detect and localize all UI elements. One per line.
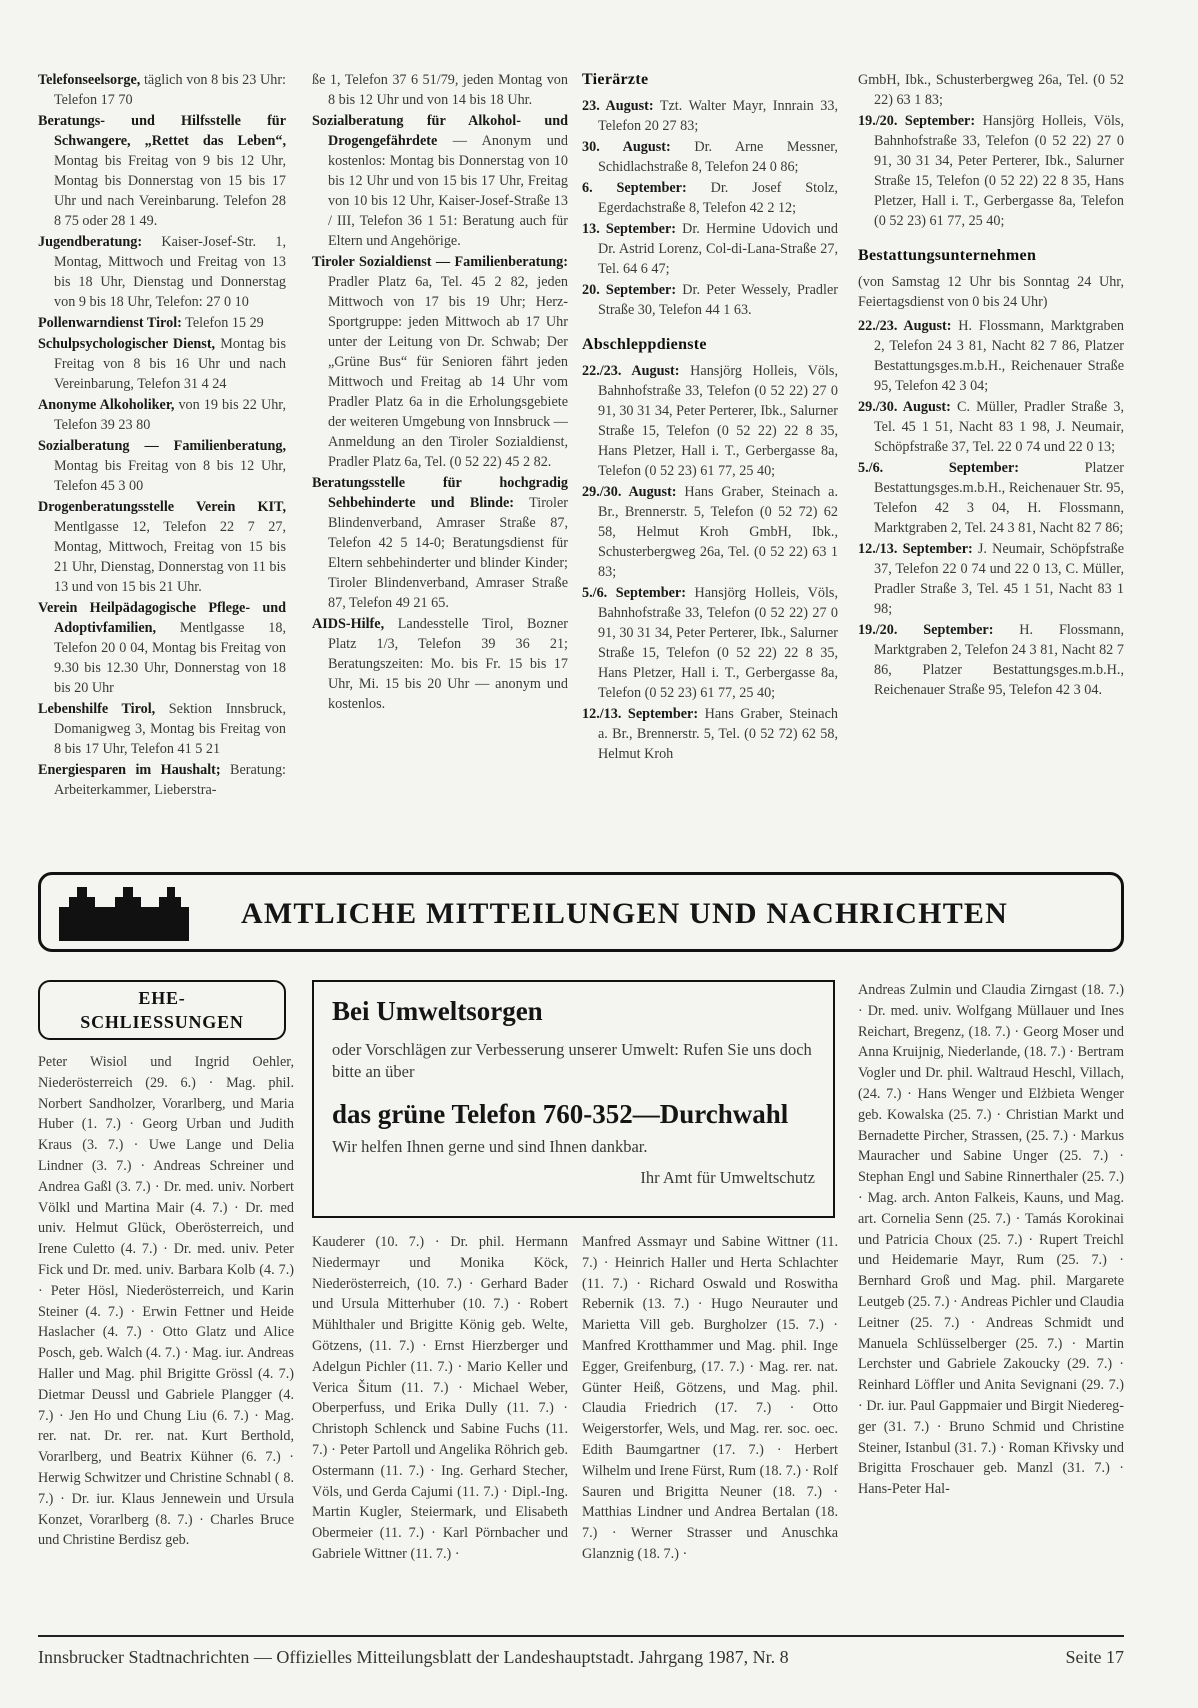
entry-title: 12./13. September: — [858, 541, 973, 557]
entry — [312, 614, 568, 714]
entry-text: GmbH, Ibk., Schusterbergweg 26a, Tel. (0 52 22) 63 1 83; — [858, 72, 1124, 108]
ad-text: oder Vorschlägen zur Verbesserung unserer Umwelt: Rufen Sie uns doch bitte an über — [332, 1040, 812, 1081]
entry-text: Hansjörg Holleis, Völs, Bahnhofstraße 33, Telefon (0 52 22) 27 0 91, 30 31 34, Peter Perterer, Ibk., Salurner Straße 15, Telefon (0 52 22) 22 8 35, Hans Pletzer, Hall i. T., Gerbergasse 8a, Telefon (0 52 23) 61 77, 25 40; — [598, 363, 838, 479]
entry-text: Dr. Arne Messner, Schidlachstraße 8, Telefon 24 0 86; — [598, 139, 838, 175]
entry — [38, 436, 286, 496]
abschlepp-list — [582, 361, 838, 764]
entry — [858, 620, 1124, 700]
bestattung-list — [858, 316, 1124, 700]
entry-title: Schulpsychologischer Dienst, — [38, 336, 216, 352]
ehe-heading-box — [38, 980, 286, 1040]
ehe-list-col4: Andreas Zulmin und Claudia Zirngast (18. 7.) · Dr. med. univ. Wolfgang Müllauer und Ines Reichart, Bregenz, (18. 7.) · Georg Moser und Anna Kruijnig, Niederlande, (18. 7.) · Bertram Vogler und Dr. phil. Waltraud Heschl, Villach, (24. 7.) · Hans Wenger und Elżbieta Wenger geb. Kowalska (25. 7.) · Christian Markt und Bernadette Pircher, Strassen, (25. 7.) · Markus Mauracher und Sabine Unger (25. 7.) · Stephan Engl und Sabine Rinnerthaler (25. 7.) · Mag. arch. Anton Falkeis, Kauns, und Mag. art. Cornelia Senn (25. 7.) · Tamás Korokinai und Patricia Choux (25. 7.) · Rupert Treichl und Heidemarie Mayr, Rum (25. 7.) · Bernhard Groß und Mag. phil. Margarete Leutgeb (25. 7.) · Andreas Pichler und Claudia Leitner (25. 7.) · Andreas Schmidt und Manuela Schlüsselberger (25. 7.) · Martin Lerchster und Gabriele Zakoucky (29. 7.) · Reinhard Löffler und Anita Sevignani (29. 7.) · Dr. iur. Paul Gappmaier und Birgit Niedereg-ger (31. 7.) · Bruno Schmid und Christine Steiner, Istanbul (31. 7.) · Roman Křivsky und Brigitta Froschauer geb. Manzl (31. 7.) · Hans-Peter Hal- — [858, 982, 1124, 1498]
column-4 — [858, 70, 1124, 701]
entry-title: 29./30. August: — [858, 399, 951, 415]
entry — [858, 70, 1124, 110]
entry — [38, 598, 286, 698]
bestattung-sub: (von Samstag 12 Uhr bis Sonntag 24 Uhr, Feiertagsdienst von 0 bis 24 Uhr) — [858, 274, 1124, 310]
entry — [38, 313, 286, 333]
entry-title: Anonyme Alkoholiker, — [38, 397, 175, 413]
tieraerzte-list — [582, 96, 838, 320]
section-banner — [38, 872, 1124, 952]
entry-title: 19./20. September: — [858, 622, 994, 638]
column-3 — [582, 70, 838, 765]
entry-title: Pollenwarndienst Tirol: — [38, 315, 182, 331]
entry-text: Montag bis Freitag von 9 bis 12 Uhr, Montag bis Donnerstag von 15 bis 17 Uhr und nach Vereinbarung. Telefon 28 8 75 oder 28 1 49. — [54, 153, 286, 229]
entry-title: 23. August: — [582, 98, 654, 114]
entry-text: Tiroler Blindenverband, Amraser Straße 87, Telefon 42 5 14-0; Beratungsdienst für Eltern sehbehinderter und blinder Kinder; Tiroler Blindenverband, Amraser Straße 87, Telefon 49 21 65. — [328, 495, 568, 611]
entry-text: Landesstelle Tirol, Bozner Platz 1/3, Telefon 39 36 21; Beratungszeiten: Mo. bis Fr. 15 bis 17 Uhr, Mi. 15 bis 20 Uhr — anonym und kostenlos. — [328, 616, 568, 712]
column-2 — [312, 70, 568, 715]
entry-title: 29./30. August: — [582, 484, 677, 500]
entry-title: Telefonseelsorge, — [38, 72, 141, 88]
ehe-heading-line1: EHE- — [138, 988, 186, 1008]
ehe-list-col1: Peter Wisiol und Ingrid Oehler, Niederösterreich (29. 6.) · Mag. phil. Norbert Sandholzer, Vorarlberg, und Maria Huber (1. 7.) · Georg Urban und Judith Kraus (3. 7.) · Uwe Lange und Delia Lindner (3. 7.) · Andreas Schreiner und Andrea Gaßl (3. 7.) · Dr. med. univ. Norbert Völkl und Martina Mair (4. 7.) · Dr. med univ. Helmut Glück, Oberösterreich, und Irene Culetto (4. 7.) · Dr. med. univ. Peter Fick und Dr. med. univ. Barbara Kolb (4. 7.) · Peter Hösl, Niederösterreich, und Karin Steiner (4. 7.) · Erwin Fettner und Heide Haslacher (4. 7.) · Otto Glatz und Alice Posch, geb. Walch (4. 7.) · Mag. iur. Andreas Haller und Mag. phil Brigitte Grössl (4. 7.) Dietmar Deussl und Gabriele Plangger (4. 7.) · Jen Ho und Chung Liu (6. 7.) · Mag. rer. nat. Dr. rer. nat. Kurt Berthold, Vorarlberg, und Beatrix Kühner (6. 7.) · Herwig Schwitzer und Christine Schnabl ( 8. 7.) · Dr. iur. Klaus Jennewein und Ursula Konzet, Vorarlberg (8. 7.) · Charles Bruce und Christine Berdisz geb. — [38, 1054, 294, 1549]
entry-title: AIDS-Hilfe, — [312, 616, 385, 632]
entry — [312, 111, 568, 251]
entry — [582, 219, 838, 279]
entry — [582, 96, 838, 136]
entry — [582, 482, 838, 582]
entry-text: ße 1, Telefon 37 6 51/79, jeden Montag von 8 bis 12 Uhr und von 14 bis 18 Uhr. — [312, 72, 568, 108]
page-footer — [38, 1635, 1124, 1668]
entry-text: Kaiser-Josef-Str. 1, Montag, Mittwoch und Freitag von 13 bis 18 Uhr, Dienstag und Donnerstag von 9 bis 18 Uhr, Telefon: 27 0 10 — [54, 234, 286, 310]
entry-text: Platzer Bestattungsges.m.b.H., Reichenauer Str. 95, Telefon 42 3 04, H. Flossmann, Marktgraben 2, Tel. 24 3 81, Nacht 82 7 86; — [874, 460, 1124, 536]
entry-text: H. Flossmann, Marktgraben 2, Telefon 24 3 81, Nacht 82 7 86, Platzer Bestattungsges.m.b.H., Reichenauer Straße 95, Telefon 42 3 04; — [874, 318, 1124, 394]
entry-title: 20. September: — [582, 282, 677, 298]
entry-title: Beratungs- und Hilfsstelle für Schwangere, „Rettet das Leben“, — [38, 113, 286, 149]
entry — [582, 704, 838, 764]
entry-text: Sektion Innsbruck, Domanigweg 3, Montag bis Freitag von 8 bis 17 Uhr, Telefon 41 5 21 — [54, 701, 286, 757]
entry-title: Sozialberatung — Familienberatung, — [38, 438, 286, 454]
ad-signature: Ihr Amt für Umweltschutz — [640, 1168, 815, 1187]
entry-title: Sozialberatung für Alkohol- und Drogengefährdete — [312, 113, 568, 149]
entry-text: C. Müller, Pradler Straße 3, Tel. 45 1 51, Nacht 83 1 98, J. Neumair, Schöpfstraße 37, Tel. 22 0 74 und 22 0 13; — [874, 399, 1124, 455]
entry-text: Dr. Peter Wessely, Pradler Straße 30, Telefon 44 1 63. — [598, 282, 838, 318]
entry-text: von 19 bis 22 Uhr, Telefon 39 23 80 — [54, 397, 286, 433]
entry-title: Jugendberatung: — [38, 234, 143, 250]
entry-title: Beratungsstelle für hochgradig Sehbehinderte und Blinde: — [312, 475, 568, 511]
entry-title: 30. August: — [582, 139, 671, 155]
entry-text: Telefon 15 29 — [181, 315, 264, 331]
entry-text: J. Neumair, Schöpfstraße 37, Telefon 22 0 74 und 22 0 13, C. Müller, Pradler Straße 3, Tel. 45 1 51, Nacht 83 1 98; — [874, 541, 1124, 617]
entry-text: — Anonym und kostenlos: Montag bis Donnerstag von 10 bis 12 Uhr und von 15 bis 17 Uhr, Freitag von 10 bis 12 Uhr, Kaiser-Josef-Straße 13 / III, Telefon 36 1 51: Beratung auch für Eltern und Angehörige. — [328, 133, 568, 249]
entry-text: Hansjörg Holleis, Völs, Bahnhofstraße 33, Telefon (0 52 22) 27 0 91, 30 31 34, Peter Perterer, Ibk., Salurner Straße 15, Telefon (0 52 22) 22 8 35, Hans Pletzer, Hall i. T., Gerbergasse 8a, Telefon (0 52 23) 61 77, 25 40; — [598, 585, 838, 701]
entry-text: Dr. Josef Stolz, Egerdachstraße 8, Telefon 42 2 12; — [598, 180, 838, 216]
entry-title: Verein Heilpädagogische Pflege- und Adoptivfamilien, — [38, 600, 286, 636]
entry-title: Drogenberatungsstelle Verein KIT, — [38, 499, 286, 515]
entry-text: H. Flossmann, Marktgraben 2, Telefon 24 3 81, Nacht 82 7 86, Platzer Bestattungsges.m.b.H., Reichenauer Straße 95, Telefon 42 3 04. — [874, 622, 1124, 698]
page-number: Seite 17 — [1065, 1647, 1124, 1667]
entry — [582, 137, 838, 177]
entry-text: Mentlgasse 12, Telefon 22 7 27, Montag, Mittwoch, Freitag von 15 bis 21 Uhr, Dienstag, Donnerstag von 11 bis 13 und von 15 bis 21 Uhr. — [54, 519, 286, 595]
entry — [312, 70, 568, 110]
entry — [582, 583, 838, 703]
heading-bestattung: Bestattungsunternehmen — [858, 247, 1037, 264]
entry-title: 13. September: — [582, 221, 676, 237]
entry — [582, 280, 838, 320]
entry-title: 12./13. September: — [582, 706, 699, 722]
entry — [38, 111, 286, 231]
entry-title: 22./23. August: — [858, 318, 952, 334]
entry-text: Montag bis Freitag von 8 bis 16 Uhr und nach Vereinbarung, Telefon 31 4 24 — [54, 336, 286, 392]
entry-text: Hansjörg Holleis, Völs, Bahnhofstraße 33, Telefon (0 52 22) 27 0 91, 30 31 34, Peter Perterer, Ibk., Salurner Straße 15, Telefon (0 52 22) 22 8 35, Hans Pletzer, Hall i. T., Gerbergasse 8a, Telefon (0 52 23) 61 77, 25 40; — [874, 113, 1124, 229]
entry — [858, 316, 1124, 396]
entry — [38, 699, 286, 759]
entry-title: Tiroler Sozialdienst — Familienberatung: — [312, 254, 568, 270]
entry-title: 22./23. August: — [582, 363, 680, 379]
ad-title: Bei Umweltsorgen — [332, 996, 543, 1026]
entry-text: täglich von 8 bis 23 Uhr: Telefon 17 70 — [54, 72, 286, 108]
entry-title: 5./6. September: — [582, 585, 686, 601]
entry — [858, 111, 1124, 231]
entry — [858, 397, 1124, 457]
column-1 — [38, 70, 286, 801]
entry-text: Montag bis Freitag von 8 bis 12 Uhr, Telefon 45 3 00 — [54, 458, 286, 494]
entry-text: Tzt. Walter Mayr, Innrain 33, Telefon 20 27 83; — [598, 98, 839, 134]
entry-title: 19./20. September: — [858, 113, 976, 129]
entry-text: Hans Graber, Steinach a. Br., Brennerstr. 5, Tel. (0 52 72) 62 58, Helmut Kroh — [598, 706, 838, 762]
entry-text: Pradler Platz 6a, Tel. 45 2 82, jeden Mittwoch von 17 bis 19 Uhr; Herz-Sportgruppe: jeden Mittwoch ab 17 Uhr unter der Leitung von Dr. Schwab; Der „Grüne Bus“ für Senioren fährt jeden Mittwoch und Freitag ab 14 Uhr vom Pradler Platz 6a in die Erholungsgebiete der weiteren Umgebung von Innsbruck — Anmeldung an den Tiroler Sozialdienst, Pradler Platz 6a, Tel. (0 52 22) 45 2 82. — [328, 274, 568, 470]
entry — [582, 178, 838, 218]
entry-text: Hans Graber, Steinach a. Br., Brennerstr. 5, Telefon (0 52 72) 62 58, Helmut Kroh GmbH, Ibk., Schusterbergweg 26a, Tel. (0 52 22) 63 1 83; — [598, 484, 838, 580]
umwelt-ad — [312, 980, 835, 1218]
ehe-list-col3: Manfred Assmayr und Sabine Wittner (11. 7.) · Heinrich Haller und Herta Schlachter (11. 7.) · Richard Oswald und Roswitha Rebernik (13. 7.) · Hugo Neurauter und Marietta Vill geb. Burgholzer (15. 7.) · Manfred Krotthammer und Mag. phil. Inge Egger, Greifenburg, (17. 7.) · Mag. rer. nat. Günter Heiß, Götzens, und Mag. phil. Claudia Friedrich (17. 7.) · Otto Weigerstorfer, Wels, und Mag. rer. soc. oec. Edith Baumgartner (17. 7.) · Herbert Wilhelm und Irene Fürst, Rum (18. 7.) · Rolf Sauren und Brigitta Neuner (18. 7.) · Matthias Lindner und Andrea Bertalan (18. 7.) · Werner Strasser und Anuschka Glanznig (18. 7.) · — [582, 1234, 838, 1562]
entry — [312, 473, 568, 613]
ad-phone: das grüne Telefon 760-352—Durchwahl — [332, 1099, 789, 1129]
entry — [38, 497, 286, 597]
entry-text: Beratung: Arbeiterkammer, Lieberstra- — [54, 762, 286, 798]
heading-abschleppdienste: Abschleppdienste — [582, 336, 707, 353]
ehe-list-col2: Kauderer (10. 7.) · Dr. phil. Hermann Niedermayr und Monika Köck, Niederösterreich, (10. 7.) · Gerhard Bader und Ursula Mitterhuber (10. 7.) · Robert Mühlthaler und Brigitte König geb. Welte, Götzens, (11. 7.) · Ernst Hierzberger und Adelgun Pichler (11. 7.) · Mario Keller und Verica Šitum (11. 7.) · Michael Weber, Oberperfuss, und Erika Dully (11. 7.) · Christoph Schlenck und Sabine Fuchs (11. 7.) · Peter Partoll und Angelika Röhrich geb. Ostermann (11. 7.) · Ing. Gerhard Stecher, Völs, und Gerda Cajumi (11. 7.) · Dipl.-Ing. Martin Kugler, Steiermark, und Elisabeth Obermeier (11. 7.) · Karl Pörnbacher und Gabriele Wittner (11. 7.) · — [312, 1234, 568, 1562]
entry-title: Lebenshilfe Tirol, — [38, 701, 156, 717]
entry — [38, 760, 286, 800]
entry-title: Energiesparen im Haushalt; — [38, 762, 221, 778]
entry — [38, 232, 286, 312]
entry — [38, 395, 286, 435]
ad-text2: Wir helfen Ihnen gerne und sind Ihnen dankbar. — [332, 1137, 648, 1156]
abschlepp-list-cont — [858, 70, 1124, 231]
entry — [312, 252, 568, 472]
entry-text: Mentlgasse 18, Telefon 20 0 04, Montag bis Freitag von 9.30 bis 12.30 Uhr, Donnerstag von 18 bis 20 Uhr — [54, 620, 286, 696]
city-emblem-icon — [55, 883, 195, 943]
entry-title: 6. September: — [582, 180, 687, 196]
banner-title: AMTLICHE MITTEILUNGEN UND NACHRICHTEN — [241, 897, 1008, 930]
entry — [858, 458, 1124, 538]
entry — [858, 539, 1124, 619]
entry-title: 5./6. September: — [858, 460, 1019, 476]
entry-text: Dr. Hermine Udovich und Dr. Astrid Lorenz, Col-di-Lana-Straße 27, Tel. 64 6 47; — [598, 221, 838, 277]
ehe-heading-line2: SCHLIESSUNGEN — [80, 1012, 244, 1032]
heading-tieraerzte: Tierärzte — [582, 71, 649, 88]
entry — [38, 334, 286, 394]
entry — [582, 361, 838, 481]
footer-text: Innsbrucker Stadtnachrichten — Offizielles Mitteilungsblatt der Landeshauptstadt. Jahrgang 1987, Nr. 8 — [38, 1647, 789, 1667]
entry — [38, 70, 286, 110]
